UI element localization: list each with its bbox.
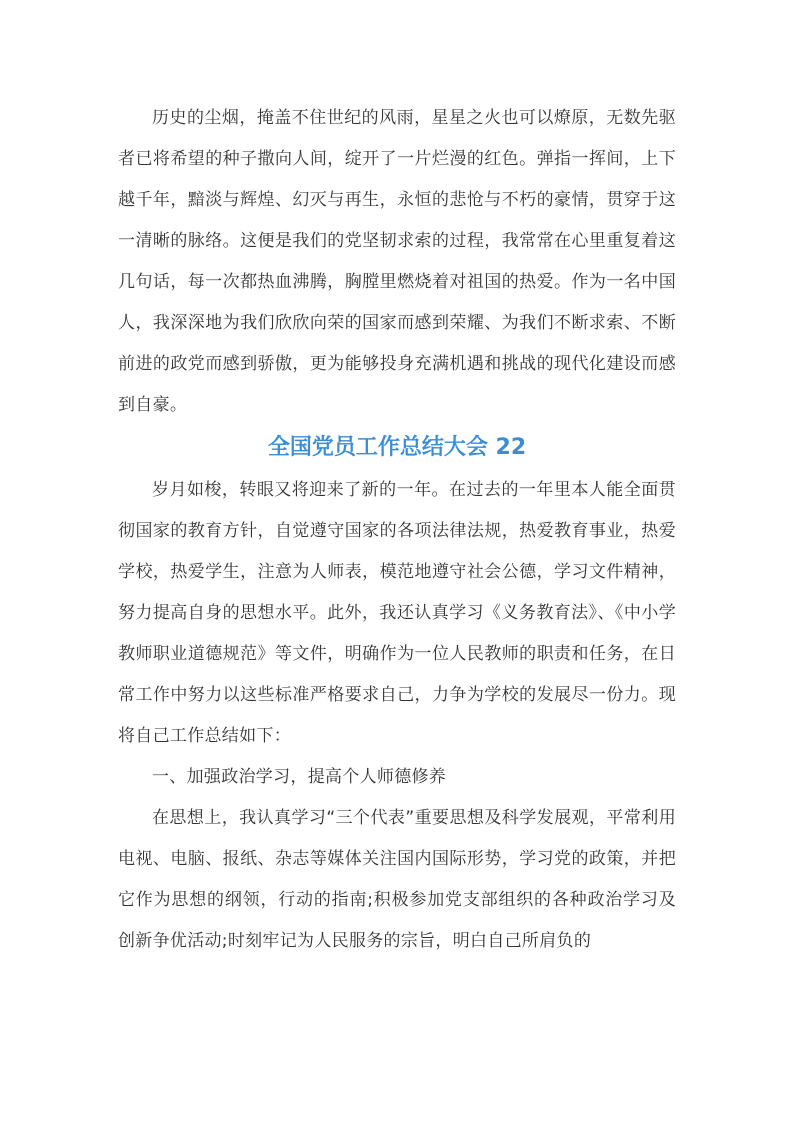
paragraph-intro: 岁月如梭，转眼又将迎来了新的一年。在过去的一年里本人能全面贯彻国家的教育方针，自觉遵守国家的各项法律法规，热爱教育事业，热爱学校，热爱学生，注意为人师表，模范地遵守社会公德，学习文件精神，努力提高自身的思想水平。此外，我还认真学习《义务教育法》、《中小学教师职业道德规范》等文件，明确作为一位人民教师的职责和任务，在日常工作中努力以这些标准严格要求自己，力争为学校的发展尽一份力。现将自己工作总结如下： [118, 480, 676, 746]
section-heading-political-study: 一、加强政治学习，提高个人师德修养 [152, 767, 447, 787]
section-title: 全国党员工作总结大会 22 [267, 435, 527, 460]
document-body [118, 98, 676, 962]
paragraph-history: 历史的尘烟，掩盖不住世纪的风雨，星星之火也可以燎原，无数先驱者已将希望的种子撒向人间，绽开了一片烂漫的红色。弹指一挥间，上下越千年，黯淡与辉煌、幻灭与再生，永恒的悲怆与不朽的豪情，贯穿于这一清晰的脉络。这便是我们的党坚韧求索的过程，我常常在心里重复着这几句话，每一次都热血沸腾，胸膛里燃烧着对祖国的热爱。作为一名中国人，我深深地为我们欣欣向荣的国家而感到荣耀、为我们不断求索、不断前进的政党而感到骄傲，更为能够投身充满机遇和挑战的现代化建设而感到自豪。 [118, 108, 676, 415]
paragraph-thought: 在思想上，我认真学习“三个代表”重要思想及科学发展观，平常利用电视、电脑、报纸、杂志等媒体关注国内国际形势，学习党的政策，并把它作为思想的纲领，行动的指南;积极参加党支部组织的各种政治学习及创新争优活动;时刻牢记为人民服务的宗旨，明白自己所肩负的 [118, 808, 676, 951]
